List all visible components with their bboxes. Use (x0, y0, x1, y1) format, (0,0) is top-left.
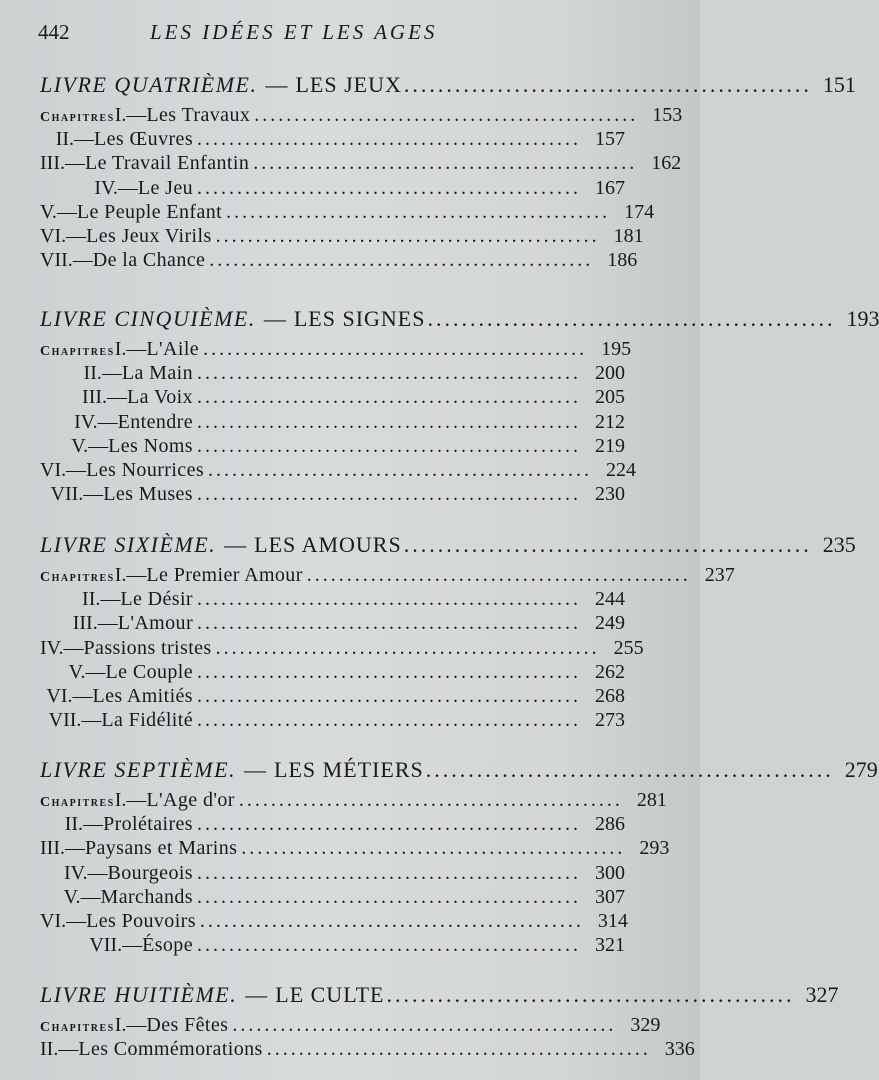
dot-leader: ................................................ (266, 1038, 651, 1061)
chapter-dash: — (72, 684, 93, 707)
book-section (40, 757, 878, 958)
chapter-title: Des Fêtes (146, 1014, 229, 1036)
chapter-row (40, 177, 625, 201)
chapter-number: II. (40, 1038, 59, 1061)
chapter-dash: — (126, 789, 147, 811)
chapter-row (40, 1038, 695, 1062)
chapter-row (40, 386, 625, 410)
chapter-number: II. (64, 813, 84, 836)
chapter-title: Les Pouvoirs (86, 909, 196, 932)
chapter-title: Les Amitiés (92, 684, 193, 707)
chapter-page-number: 230 (595, 483, 625, 506)
dot-leader: ................................................ (403, 532, 812, 557)
dot-leader: ................................................ (425, 757, 834, 782)
chapter-row (40, 128, 625, 152)
chapter-page-number: 219 (595, 434, 625, 457)
chapter-dash: — (81, 709, 102, 732)
book-name: LES AMOURS (254, 532, 402, 557)
chapter-title: Le Travail Enfantin (84, 152, 250, 175)
chapter-number: III. (82, 386, 108, 409)
book-name: LE CULTE (275, 982, 385, 1007)
book-label: LIVRE CINQUIÈME. (40, 306, 256, 331)
chapter-title: Le Désir (120, 588, 193, 611)
chapter-title: Bourgeois (107, 861, 193, 884)
chapter-page-number: 186 (607, 249, 638, 272)
chapter-number: III. (40, 837, 65, 860)
dot-leader: ................................................ (197, 386, 581, 409)
chapter-page-number: 273 (595, 709, 625, 732)
chapter-title: Les Travaux (146, 104, 251, 126)
chapter-number: V. (63, 885, 81, 908)
dot-leader: ................................................ (199, 909, 584, 932)
chapter-number: I. (114, 1014, 127, 1036)
chapter-row (40, 435, 625, 459)
chapter-page-number: 153 (652, 104, 683, 126)
book-section (40, 306, 879, 507)
chapter-dash: — (126, 104, 147, 126)
chapter-title: Le Peuple Enfant (76, 200, 223, 223)
dot-leader: ................................................ (427, 306, 836, 331)
book-title-line (40, 757, 878, 789)
chapter-number: II. (83, 362, 102, 385)
chapter-row (40, 789, 667, 813)
chapter-dash: — (97, 410, 118, 433)
chapter-page-number: 281 (636, 789, 667, 811)
book-title-line (40, 532, 856, 564)
chapter-page-number: 224 (606, 458, 637, 481)
chapter-number: III. (72, 612, 98, 635)
chapter-dash: — (66, 458, 87, 481)
dot-leader: ................................................ (254, 104, 639, 126)
chapter-row (40, 104, 683, 128)
book-page-number: 193 (846, 306, 879, 331)
chapter-page-number: 200 (595, 362, 625, 385)
chapter-page-number: 249 (595, 612, 625, 635)
chapter-page-number: 300 (595, 861, 625, 884)
dot-leader: ................................................ (197, 176, 581, 199)
dot-leader: ................................................ (209, 249, 594, 272)
chapter-page-number: 255 (613, 636, 644, 659)
chapter-page-number: 286 (595, 813, 625, 836)
dot-leader: ................................................ (197, 612, 581, 635)
chapter-number: VI. (40, 458, 67, 481)
chapter-title: Ésope (142, 934, 193, 957)
chapter-row (40, 458, 637, 483)
chapter-dash: — (107, 386, 128, 409)
chapter-dash: — (117, 176, 138, 199)
book-dash: — (245, 982, 268, 1007)
chapter-number: IV. (74, 410, 98, 433)
dot-leader: ................................................ (253, 152, 638, 175)
dot-leader: ................................................ (197, 434, 581, 457)
chapter-dash: — (126, 338, 147, 360)
chapter-title: Prolétaires (103, 813, 193, 836)
chapter-title: Les Noms (108, 434, 193, 457)
book-page-number: 327 (805, 982, 839, 1007)
chapter-dash: — (100, 588, 121, 611)
chapter-row (40, 152, 682, 176)
chapter-title: Paysans et Marins (84, 837, 238, 860)
chapters-label: Chapitres (40, 344, 115, 359)
chapter-number: IV. (94, 176, 118, 199)
chapter-title: Passions tristes (83, 636, 212, 659)
chapter-number: V. (71, 434, 89, 457)
dot-leader: ................................................ (197, 483, 581, 506)
chapter-row (40, 564, 735, 588)
chapter-row (40, 249, 638, 273)
book-dash: — (263, 306, 286, 331)
chapter-dash: — (64, 152, 85, 175)
dot-leader: ................................................ (197, 709, 581, 732)
dot-leader: ................................................ (238, 789, 623, 811)
chapter-title: La Fidélité (101, 709, 193, 732)
dot-leader: ................................................ (208, 458, 593, 481)
chapter-row (40, 862, 625, 886)
chapter-page-number: 307 (595, 885, 625, 908)
dot-leader: ................................................ (197, 885, 581, 908)
book-label: LIVRE SIXIÈME. (40, 532, 217, 557)
dot-leader: ................................................ (403, 72, 812, 97)
chapter-title: L'Age d'or (146, 789, 235, 811)
chapter-number: VI. (40, 224, 67, 247)
chapter-number: VII. (48, 709, 82, 732)
chapter-title: Les Muses (103, 483, 193, 506)
chapter-number: II. (55, 128, 75, 151)
chapters-label: Chapitres (40, 795, 115, 810)
chapter-page-number: 205 (595, 386, 625, 409)
chapter-title: Les Nourrices (86, 458, 205, 481)
chapter-row (40, 837, 670, 861)
chapter-dash: — (66, 909, 87, 932)
chapter-page-number: 293 (639, 837, 670, 860)
chapter-page-number: 336 (664, 1038, 695, 1061)
book-section (40, 982, 839, 1062)
chapter-row (40, 909, 628, 934)
chapter-number: IV. (64, 861, 88, 884)
book-section (40, 72, 856, 273)
chapter-page-number: 268 (595, 684, 625, 707)
chapter-row (40, 362, 625, 386)
chapter-page-number: 162 (651, 152, 682, 175)
chapter-dash: — (63, 636, 84, 659)
chapter-title: La Main (121, 362, 193, 385)
chapter-number: I. (114, 338, 127, 360)
book-label: LIVRE SEPTIÈME. (40, 757, 237, 782)
chapter-page-number: 167 (595, 176, 625, 199)
chapter-row (40, 588, 625, 612)
dot-leader: ................................................ (306, 564, 691, 586)
dot-leader: ................................................ (197, 410, 581, 433)
chapter-page-number: 237 (704, 564, 735, 586)
chapter-page-number: 321 (595, 934, 625, 957)
chapter-page-number: 262 (595, 660, 625, 683)
chapter-number: I. (114, 104, 127, 126)
dot-leader: ................................................ (203, 338, 588, 360)
chapter-row (40, 200, 655, 225)
book-title-line (40, 306, 879, 338)
chapter-dash: — (101, 362, 122, 385)
chapter-number: V. (40, 200, 57, 223)
chapter-row (40, 636, 644, 661)
book-page-number: 235 (822, 532, 856, 557)
chapter-dash: — (74, 128, 95, 151)
chapter-dash: — (97, 612, 118, 635)
chapter-dash: — (72, 249, 93, 272)
chapter-dash: — (87, 861, 108, 884)
dot-leader: ................................................ (386, 982, 795, 1007)
chapter-number: V. (68, 660, 86, 683)
chapter-dash: — (56, 200, 77, 223)
book-label: LIVRE HUITIÈME. (40, 982, 238, 1007)
chapter-dash: — (85, 660, 106, 683)
chapter-dash: — (83, 483, 104, 506)
page-number: 442 (38, 20, 70, 44)
chapter-number: VI. (46, 684, 73, 707)
dot-leader: ................................................ (226, 200, 611, 223)
chapter-dash: — (64, 837, 85, 860)
chapter-number: VII. (40, 249, 73, 272)
chapters-label: Chapitres (40, 1020, 115, 1035)
chapter-title: Le Premier Amour (146, 564, 303, 586)
chapter-title: Marchands (100, 885, 193, 908)
chapter-dash: — (83, 813, 104, 836)
dot-leader: ................................................ (197, 934, 581, 957)
book-name: LES JEUX (295, 72, 402, 97)
dot-leader: ................................................ (197, 128, 581, 151)
chapters-label: Chapitres (40, 570, 115, 585)
chapter-row (40, 411, 625, 435)
dot-leader: ................................................ (241, 837, 626, 860)
chapter-number: IV. (40, 636, 64, 659)
book-section (40, 532, 856, 733)
chapter-title: L'Aile (146, 338, 200, 360)
chapter-page-number: 244 (595, 588, 625, 611)
chapter-page-number: 157 (595, 128, 625, 151)
dot-leader: ................................................ (197, 362, 581, 385)
chapter-row (40, 886, 625, 910)
dot-leader: ................................................ (197, 660, 581, 683)
chapter-title: Les Jeux Virils (86, 224, 212, 247)
chapter-row (40, 813, 625, 837)
book-page-number: 151 (822, 72, 856, 97)
book-dash: — (265, 72, 288, 97)
chapter-title: De la Chance (92, 249, 206, 272)
chapter-row (40, 685, 625, 709)
book-dash: — (224, 532, 247, 557)
chapter-dash: — (66, 224, 87, 247)
page-header (38, 20, 638, 52)
chapters-label: Chapitres (40, 110, 115, 125)
chapter-row (40, 338, 632, 362)
chapter-page-number: 212 (595, 410, 625, 433)
chapter-row (40, 709, 625, 733)
chapter-dash: — (80, 885, 101, 908)
chapter-number: VII. (50, 483, 84, 506)
chapter-title: Les Œuvres (94, 128, 193, 151)
book-dash: — (244, 757, 267, 782)
chapter-number: VII. (89, 934, 123, 957)
chapter-dash: — (126, 1014, 147, 1036)
chapter-row (40, 224, 644, 249)
chapter-page-number: 181 (613, 224, 644, 247)
chapter-title: L'Amour (117, 612, 193, 635)
running-title: LES IDÉES ET LES AGES (150, 20, 438, 44)
chapter-page-number: 195 (601, 338, 632, 360)
chapter-number: III. (40, 152, 65, 175)
dot-leader: ................................................ (197, 588, 581, 611)
chapter-number: II. (82, 588, 101, 611)
chapter-number: I. (114, 789, 127, 811)
dot-leader: ................................................ (197, 813, 581, 836)
chapter-title: Entendre (117, 410, 193, 433)
dot-leader: ................................................ (197, 684, 581, 707)
chapter-dash: — (122, 934, 143, 957)
book-page-number: 279 (844, 757, 878, 782)
chapter-page-number: 329 (630, 1014, 661, 1036)
chapter-page-number: 174 (624, 200, 655, 223)
chapter-title: Le Couple (105, 660, 193, 683)
book-title-line (40, 72, 856, 104)
dot-leader: ................................................ (215, 636, 600, 659)
chapter-number: I. (114, 564, 127, 586)
chapter-row (40, 1014, 661, 1038)
chapter-row (40, 483, 625, 507)
chapter-title: La Voix (127, 386, 193, 409)
book-title-line (40, 982, 839, 1014)
book-label: LIVRE QUATRIÈME. (40, 72, 258, 97)
chapter-dash: — (88, 434, 109, 457)
book-name: LES SIGNES (293, 306, 426, 331)
dot-leader: ................................................ (232, 1014, 617, 1036)
chapter-row (40, 934, 625, 958)
chapter-number: VI. (40, 909, 67, 932)
chapter-row (40, 612, 625, 636)
chapter-title: Les Commémorations (78, 1038, 263, 1061)
chapter-row (40, 661, 625, 685)
chapter-page-number: 314 (597, 909, 628, 932)
chapter-title: Le Jeu (137, 176, 193, 199)
dot-leader: ................................................ (215, 224, 600, 247)
chapter-dash: — (58, 1038, 79, 1061)
dot-leader: ................................................ (197, 861, 581, 884)
chapter-dash: — (126, 564, 147, 586)
book-name: LES MÉTIERS (274, 757, 424, 782)
